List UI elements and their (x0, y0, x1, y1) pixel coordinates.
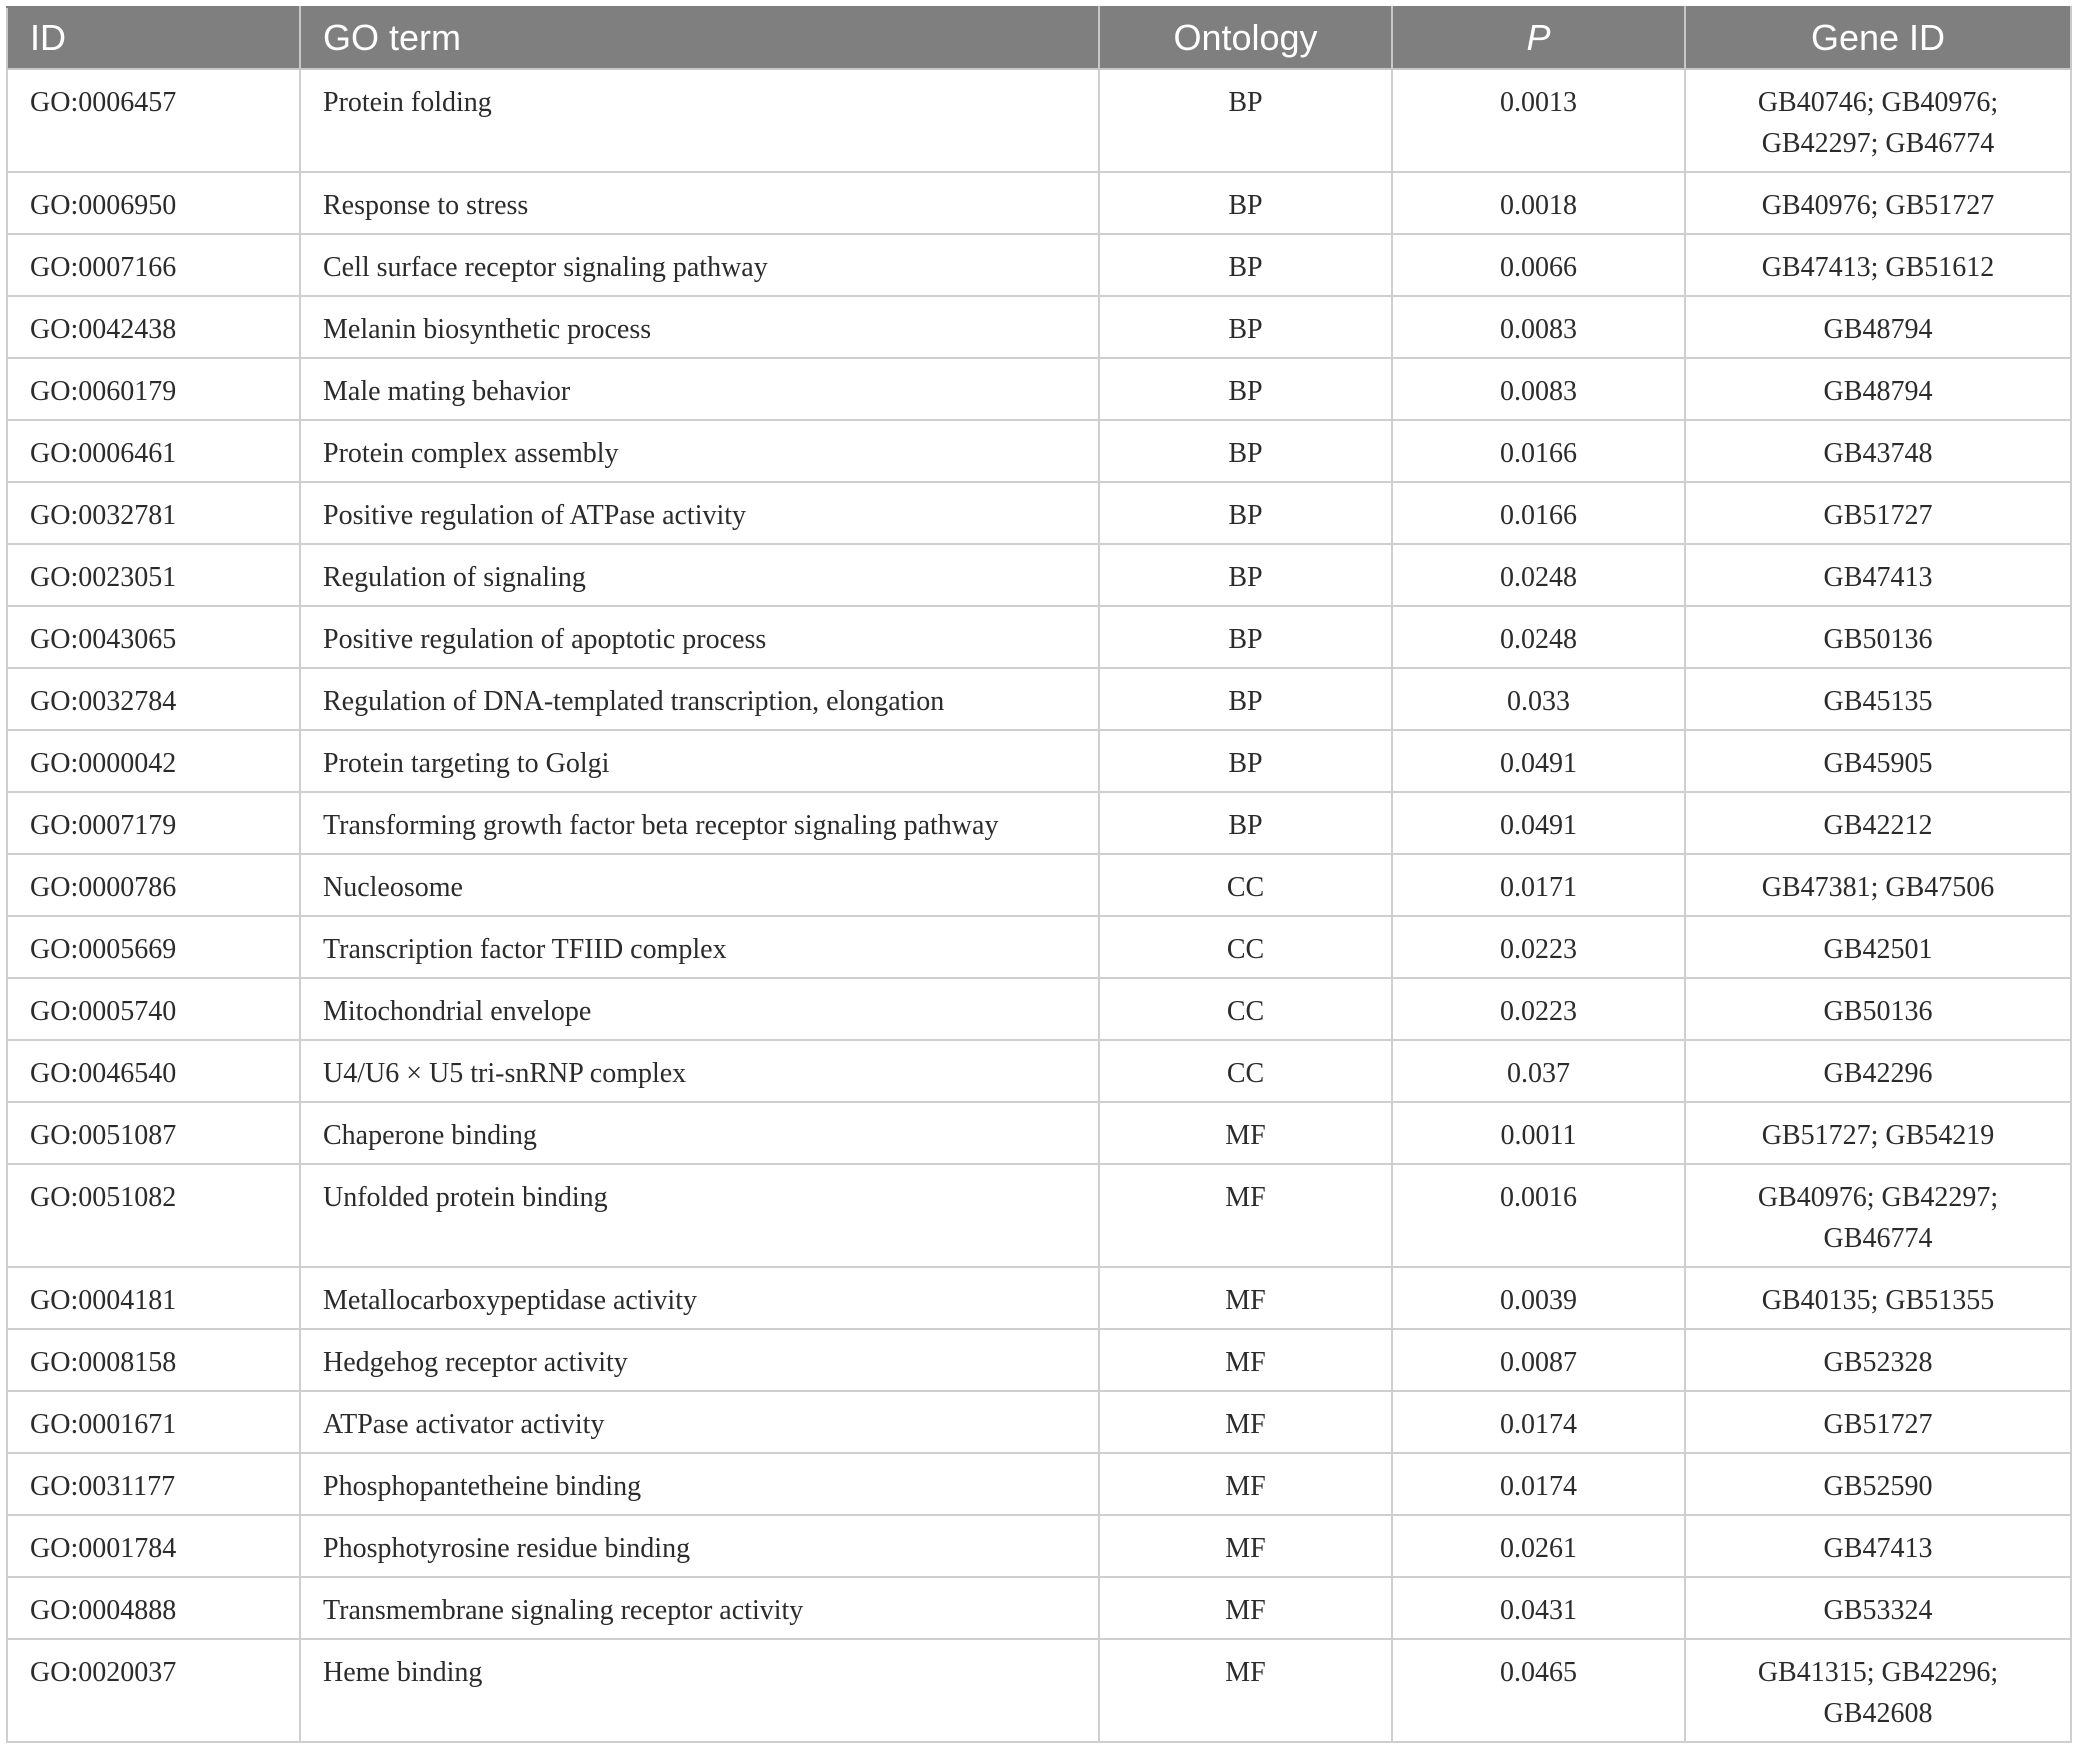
cell-go-term: Protein complex assembly (300, 420, 1099, 482)
cell-gene-ids: GB53324 (1685, 1577, 2071, 1639)
cell-go-term: ATPase activator activity (300, 1391, 1099, 1453)
cell-p-value: 0.0166 (1392, 420, 1685, 482)
cell-gene-ids: GB42501 (1685, 916, 2071, 978)
cell-go-id: GO:0051087 (7, 1102, 300, 1164)
cell-gene-ids: GB47413 (1685, 544, 2071, 606)
cell-ontology: CC (1099, 978, 1392, 1040)
table-body (7, 69, 2071, 1742)
cell-gene-ids: GB45135 (1685, 668, 2071, 730)
cell-go-id: GO:0001784 (7, 1515, 300, 1577)
cell-gene-ids: GB40976; GB51727 (1685, 172, 2071, 234)
cell-go-term: Nucleosome (300, 854, 1099, 916)
cell-go-id: GO:0000042 (7, 730, 300, 792)
cell-go-id: GO:0060179 (7, 358, 300, 420)
cell-ontology: BP (1099, 69, 1392, 172)
cell-gene-ids: GB52328 (1685, 1329, 2071, 1391)
cell-p-value: 0.0018 (1392, 172, 1685, 234)
cell-gene-ids: GB40976; GB42297; GB46774 (1685, 1164, 2071, 1267)
cell-ontology: BP (1099, 172, 1392, 234)
table-row (7, 1577, 2071, 1639)
table-row (7, 1453, 2071, 1515)
cell-p-value: 0.0013 (1392, 69, 1685, 172)
cell-p-value: 0.0248 (1392, 544, 1685, 606)
table-row (7, 1267, 2071, 1329)
cell-go-id: GO:0007179 (7, 792, 300, 854)
cell-p-value: 0.0166 (1392, 482, 1685, 544)
cell-p-value: 0.0011 (1392, 1102, 1685, 1164)
table-row (7, 1040, 2071, 1102)
cell-gene-ids: GB48794 (1685, 358, 2071, 420)
table-row (7, 482, 2071, 544)
table-row (7, 544, 2071, 606)
cell-go-term: Regulation of signaling (300, 544, 1099, 606)
cell-go-term: Male mating behavior (300, 358, 1099, 420)
table-row (7, 1391, 2071, 1453)
cell-go-term: Positive regulation of ATPase activity (300, 482, 1099, 544)
cell-go-id: GO:0001671 (7, 1391, 300, 1453)
cell-p-value: 0.0171 (1392, 854, 1685, 916)
cell-go-term: Cell surface receptor signaling pathway (300, 234, 1099, 296)
table-row (7, 69, 2071, 172)
table-row (7, 792, 2071, 854)
cell-ontology: MF (1099, 1164, 1392, 1267)
cell-go-id: GO:0051082 (7, 1164, 300, 1267)
cell-go-id: GO:0020037 (7, 1639, 300, 1742)
table-row (7, 1102, 2071, 1164)
cell-p-value: 0.0223 (1392, 916, 1685, 978)
cell-ontology: BP (1099, 358, 1392, 420)
cell-p-value: 0.037 (1392, 1040, 1685, 1102)
cell-go-term: Melanin biosynthetic process (300, 296, 1099, 358)
table-row (7, 172, 2071, 234)
table-row (7, 668, 2071, 730)
cell-p-value: 0.0016 (1392, 1164, 1685, 1267)
cell-gene-ids: GB47413; GB51612 (1685, 234, 2071, 296)
cell-go-term: U4/U6 × U5 tri-snRNP complex (300, 1040, 1099, 1102)
cell-gene-ids: GB51727; GB54219 (1685, 1102, 2071, 1164)
cell-p-value: 0.0465 (1392, 1639, 1685, 1742)
cell-ontology: MF (1099, 1639, 1392, 1742)
cell-go-id: GO:0023051 (7, 544, 300, 606)
header-p-value (1392, 7, 1685, 69)
cell-p-value: 0.0174 (1392, 1391, 1685, 1453)
cell-go-term: Phosphopantetheine binding (300, 1453, 1099, 1515)
cell-go-id: GO:0000786 (7, 854, 300, 916)
cell-gene-ids: GB43748 (1685, 420, 2071, 482)
header-id: ID (7, 7, 300, 69)
table-header (7, 7, 2071, 69)
cell-go-id: GO:0006950 (7, 172, 300, 234)
cell-go-term: Response to stress (300, 172, 1099, 234)
cell-gene-ids: GB48794 (1685, 296, 2071, 358)
cell-ontology: BP (1099, 420, 1392, 482)
cell-p-value: 0.0223 (1392, 978, 1685, 1040)
go-enrichment-table (6, 6, 2072, 1743)
table-row (7, 1329, 2071, 1391)
cell-p-value: 0.0083 (1392, 358, 1685, 420)
cell-ontology: BP (1099, 606, 1392, 668)
cell-ontology: CC (1099, 854, 1392, 916)
table-row (7, 854, 2071, 916)
cell-go-id: GO:0031177 (7, 1453, 300, 1515)
cell-ontology: BP (1099, 482, 1392, 544)
cell-p-value: 0.0087 (1392, 1329, 1685, 1391)
cell-gene-ids: GB41315; GB42296; GB42608 (1685, 1639, 2071, 1742)
cell-gene-ids: GB42296 (1685, 1040, 2071, 1102)
cell-go-term: Chaperone binding (300, 1102, 1099, 1164)
cell-go-term: Unfolded protein binding (300, 1164, 1099, 1267)
table-row (7, 1164, 2071, 1267)
table-row (7, 978, 2071, 1040)
cell-ontology: MF (1099, 1329, 1392, 1391)
cell-gene-ids: GB40746; GB40976; GB42297; GB46774 (1685, 69, 2071, 172)
table-row (7, 296, 2071, 358)
cell-p-value: 0.0261 (1392, 1515, 1685, 1577)
cell-ontology: MF (1099, 1102, 1392, 1164)
cell-gene-ids: GB50136 (1685, 606, 2071, 668)
cell-ontology: CC (1099, 1040, 1392, 1102)
cell-ontology: MF (1099, 1391, 1392, 1453)
cell-ontology: BP (1099, 792, 1392, 854)
cell-gene-ids: GB47413 (1685, 1515, 2071, 1577)
header-gene-id: Gene ID (1685, 7, 2071, 69)
cell-ontology: MF (1099, 1267, 1392, 1329)
header-go-term: GO term (300, 7, 1099, 69)
table-row (7, 234, 2071, 296)
cell-ontology: BP (1099, 730, 1392, 792)
cell-go-term: Regulation of DNA-templated transcription, elongation (300, 668, 1099, 730)
table-row (7, 730, 2071, 792)
header-row (7, 7, 2071, 69)
header-ontology: Ontology (1099, 7, 1392, 69)
cell-p-value: 0.0431 (1392, 1577, 1685, 1639)
cell-go-id: GO:0043065 (7, 606, 300, 668)
cell-go-id: GO:0004181 (7, 1267, 300, 1329)
table-row (7, 420, 2071, 482)
cell-go-id: GO:0032781 (7, 482, 300, 544)
cell-go-id: GO:0008158 (7, 1329, 300, 1391)
cell-go-term: Protein folding (300, 69, 1099, 172)
go-enrichment-table-container (6, 6, 2070, 1743)
cell-p-value: 0.0491 (1392, 730, 1685, 792)
cell-go-id: GO:0006461 (7, 420, 300, 482)
table-row (7, 606, 2071, 668)
cell-go-id: GO:0005669 (7, 916, 300, 978)
header-p-label: P (1526, 17, 1551, 58)
cell-go-term: Transforming growth factor beta receptor signaling pathway (300, 792, 1099, 854)
cell-p-value: 0.0248 (1392, 606, 1685, 668)
cell-p-value: 0.0066 (1392, 234, 1685, 296)
cell-p-value: 0.0174 (1392, 1453, 1685, 1515)
cell-go-term: Phosphotyrosine residue binding (300, 1515, 1099, 1577)
cell-ontology: BP (1099, 668, 1392, 730)
cell-p-value: 0.0039 (1392, 1267, 1685, 1329)
cell-go-term: Metallocarboxypeptidase activity (300, 1267, 1099, 1329)
cell-go-id: GO:0046540 (7, 1040, 300, 1102)
cell-ontology: MF (1099, 1577, 1392, 1639)
cell-go-id: GO:0004888 (7, 1577, 300, 1639)
cell-go-term: Mitochondrial envelope (300, 978, 1099, 1040)
cell-go-id: GO:0032784 (7, 668, 300, 730)
cell-p-value: 0.0083 (1392, 296, 1685, 358)
cell-go-term: Transmembrane signaling receptor activity (300, 1577, 1099, 1639)
cell-gene-ids: GB51727 (1685, 1391, 2071, 1453)
table-row (7, 1639, 2071, 1742)
cell-go-term: Protein targeting to Golgi (300, 730, 1099, 792)
cell-gene-ids: GB40135; GB51355 (1685, 1267, 2071, 1329)
cell-p-value: 0.033 (1392, 668, 1685, 730)
cell-go-term: Transcription factor TFIID complex (300, 916, 1099, 978)
cell-go-id: GO:0007166 (7, 234, 300, 296)
table-row (7, 916, 2071, 978)
cell-gene-ids: GB50136 (1685, 978, 2071, 1040)
cell-gene-ids: GB47381; GB47506 (1685, 854, 2071, 916)
cell-p-value: 0.0491 (1392, 792, 1685, 854)
cell-ontology: BP (1099, 234, 1392, 296)
cell-gene-ids: GB52590 (1685, 1453, 2071, 1515)
cell-go-id: GO:0042438 (7, 296, 300, 358)
cell-gene-ids: GB51727 (1685, 482, 2071, 544)
cell-go-term: Heme binding (300, 1639, 1099, 1742)
cell-go-term: Hedgehog receptor activity (300, 1329, 1099, 1391)
cell-go-id: GO:0006457 (7, 69, 300, 172)
cell-ontology: BP (1099, 544, 1392, 606)
cell-go-id: GO:0005740 (7, 978, 300, 1040)
cell-ontology: CC (1099, 916, 1392, 978)
cell-ontology: MF (1099, 1515, 1392, 1577)
cell-ontology: BP (1099, 296, 1392, 358)
cell-gene-ids: GB42212 (1685, 792, 2071, 854)
table-row (7, 1515, 2071, 1577)
table-row (7, 358, 2071, 420)
cell-ontology: MF (1099, 1453, 1392, 1515)
cell-go-term: Positive regulation of apoptotic process (300, 606, 1099, 668)
cell-gene-ids: GB45905 (1685, 730, 2071, 792)
